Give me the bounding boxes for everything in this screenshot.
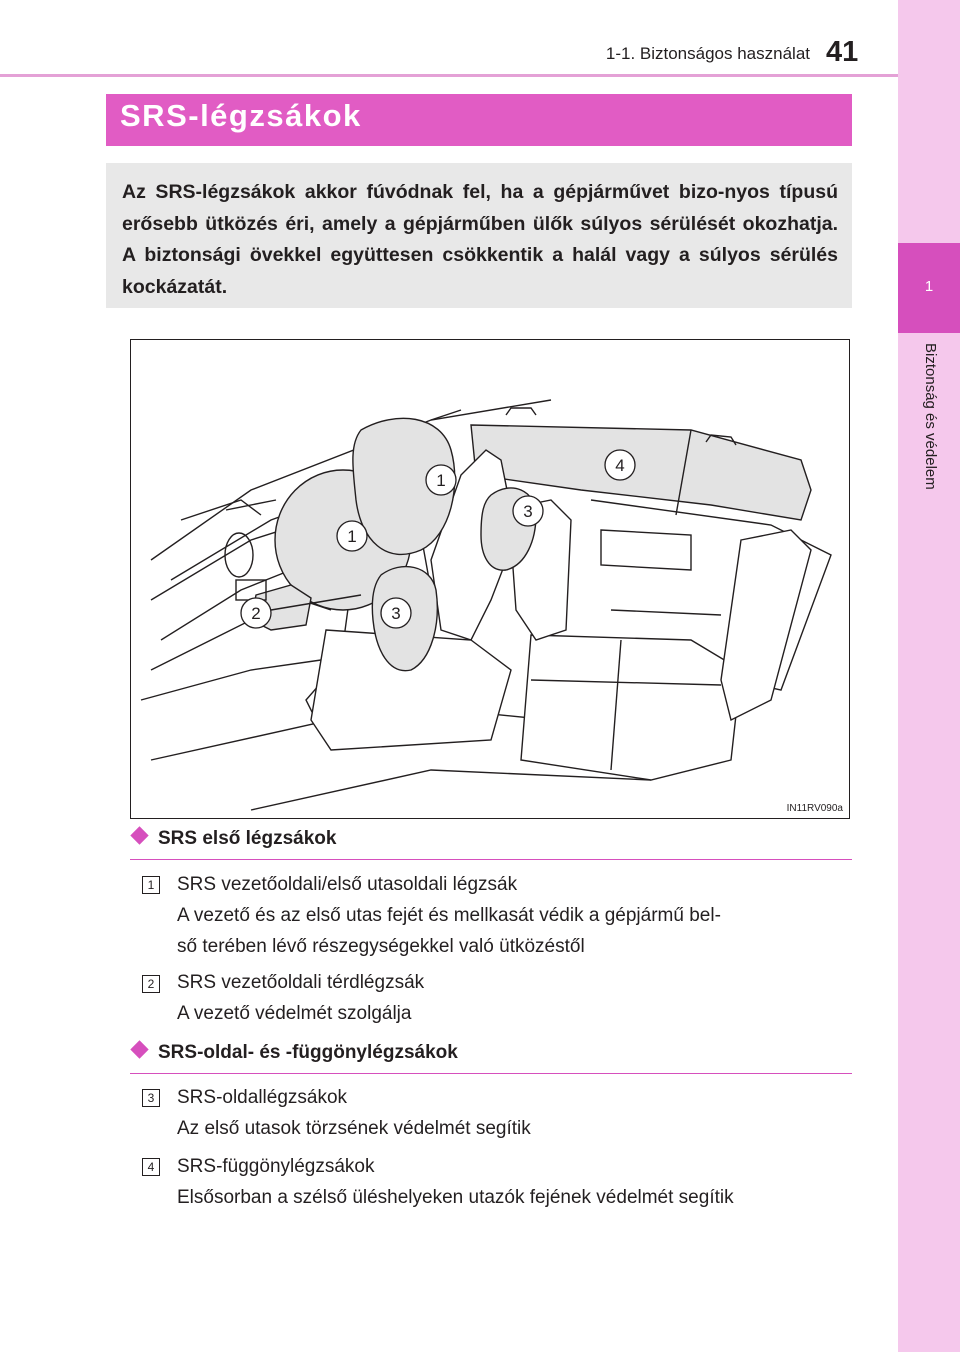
item-desc: A vezető védelmét szolgálja	[177, 1003, 412, 1024]
item-desc: ső terében lévő részegységekkel való ütközéstől	[177, 936, 585, 957]
list-item	[177, 1082, 857, 1144]
chapter-label: Biztonság és védelem	[922, 343, 939, 490]
svg-text:4: 4	[615, 456, 625, 475]
svg-text:3: 3	[523, 502, 533, 521]
item-number-box: 3	[142, 1089, 160, 1107]
section-rule	[130, 1073, 852, 1074]
section-heading-text: SRS első légzsákok	[158, 828, 337, 849]
item-number-box: 4	[142, 1158, 160, 1176]
item-desc: A vezető és az első utas fejét és mellkasát védik a gépjármű bel-	[177, 905, 721, 926]
running-head: 1-1. Biztonságos használat	[605, 44, 810, 63]
callout-3-lower	[381, 598, 411, 628]
section-title: SRS-légzsákok	[120, 98, 362, 133]
page-number: 41	[826, 36, 859, 68]
airbag-illustration	[130, 339, 850, 819]
svg-text:3: 3	[391, 604, 401, 623]
svg-text:1: 1	[347, 527, 357, 546]
callout-1-upper	[426, 465, 456, 495]
car-interior-drawing	[131, 340, 850, 819]
svg-text:1: 1	[436, 471, 446, 490]
list-item	[177, 869, 857, 962]
section-heading-front-airbags	[130, 828, 336, 850]
svg-text:2: 2	[251, 604, 261, 623]
callout-1-lower	[337, 521, 367, 551]
intro-text: Az SRS-légzsákok akkor fúvódnak fel, ha a gépjárművet bizo-nyos típusú erősebb ütközés éri, amely a gépjárműben ülők súlyos sérülését okozhatja. A biztonsági övekkel együttesen csökkentik a halál vagy a súlyos sérülés kockázatát.	[122, 181, 838, 298]
item-number-box: 2	[142, 975, 160, 993]
item-title: SRS vezetőoldali térdlégzsák	[177, 972, 425, 993]
diamond-bullet-icon	[130, 826, 148, 844]
diamond-bullet-icon	[130, 1040, 148, 1058]
item-number-box: 1	[142, 876, 160, 894]
item-title: SRS vezetőoldali/első utasoldali légzsák	[177, 874, 518, 895]
callout-2	[241, 598, 271, 628]
chapter-number: 1	[924, 278, 934, 295]
section-rule	[130, 859, 852, 860]
item-title: SRS-függönylégzsákok	[177, 1156, 375, 1177]
item-desc: Az első utasok törzsének védelmét segítik	[177, 1118, 531, 1139]
list-item	[177, 1151, 857, 1213]
item-title: SRS-oldallégzsákok	[177, 1087, 348, 1108]
list-item	[177, 967, 857, 1029]
callout-3-upper	[513, 496, 543, 526]
item-desc: Elsősorban a szélső üléshelyeken utazók fejének védelmét segítik	[177, 1187, 734, 1208]
figure-code: IN11RV090a	[786, 803, 843, 814]
header-rule	[0, 74, 898, 77]
section-heading-text: SRS-oldal- és -függönylégzsákok	[158, 1042, 458, 1063]
callout-4	[605, 450, 635, 480]
chapter-tab-strip	[898, 0, 960, 1352]
section-heading-side-curtain-airbags	[130, 1042, 458, 1064]
